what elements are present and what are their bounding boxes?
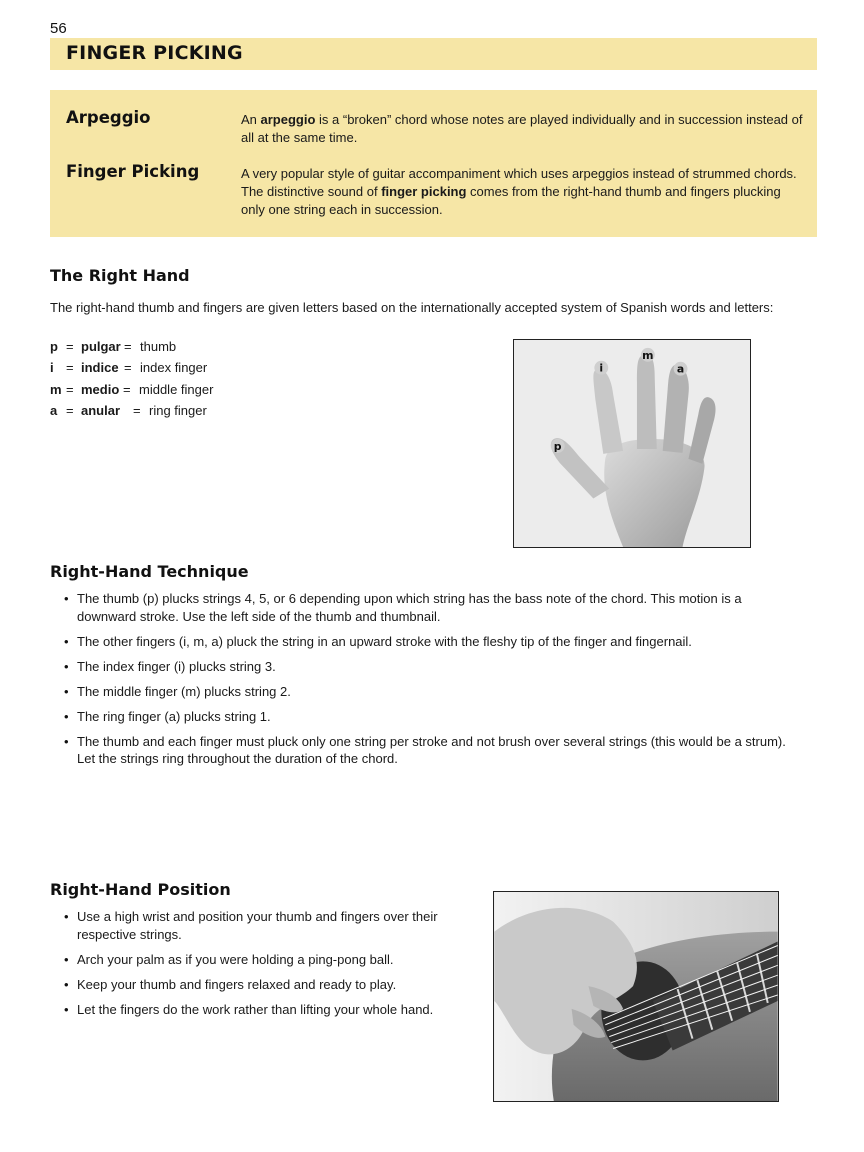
list-item: • The index finger (i) plucks string 3. bbox=[50, 658, 790, 676]
finger-label-i bbox=[594, 361, 608, 375]
guitar-hand-photo bbox=[493, 891, 779, 1102]
definition-text-finger-picking: A very popular style of guitar accompaniment which uses arpeggios instead of strummed chords. The distinctive sound of finger picking comes from the right-hand thumb and fingers plucking only one string each in succession. bbox=[241, 166, 797, 217]
heading-right-hand: The Right Hand bbox=[50, 266, 190, 285]
list-item: • The middle finger (m) plucks string 2. bbox=[50, 683, 790, 701]
svg-text:m: m bbox=[642, 348, 654, 362]
right-hand-photo bbox=[513, 339, 751, 548]
list-item: • The thumb and each finger must pluck only one string per stroke and not brush over several strings (this would be a strum). Let the strings ring throughout the duration of the chord. bbox=[50, 733, 790, 768]
heading-right-hand-technique: Right-Hand Technique bbox=[50, 562, 249, 581]
title-bar bbox=[50, 38, 817, 70]
finger-label-m bbox=[641, 348, 655, 362]
definitions-box bbox=[50, 90, 817, 237]
right-hand-intro: The right-hand thumb and fingers are given letters based on the internationally accepted system of Spanish words and letters: bbox=[50, 300, 774, 315]
list-item: • The ring finger (a) plucks string 1. bbox=[50, 708, 790, 726]
definition-term-arpeggio: Arpeggio bbox=[66, 108, 151, 127]
list-item: • Use a high wrist and position your thumb and fingers over their respective strings. bbox=[50, 908, 445, 943]
technique-list bbox=[50, 590, 790, 768]
page-number: 56 bbox=[50, 20, 67, 37]
finger-label-a bbox=[674, 362, 688, 376]
definition-text-arpeggio: An arpeggio is a “broken” chord whose notes are played individually and in succession instead of all at the same time. bbox=[241, 112, 803, 145]
page-title: FINGER PICKING bbox=[66, 42, 243, 64]
list-item: • Arch your palm as if you were holding a ping-pong ball. bbox=[50, 951, 445, 969]
svg-text:i: i bbox=[599, 361, 604, 375]
list-item: • The thumb (p) plucks strings 4, 5, or 6 depending upon which string has the bass note of the chord. This motion is a downward stroke. Use the left side of the thumb and thumbnail. bbox=[50, 590, 790, 625]
list-item: • Keep your thumb and fingers relaxed and ready to play. bbox=[50, 976, 445, 994]
heading-right-hand-position: Right-Hand Position bbox=[50, 880, 231, 899]
svg-text:p: p bbox=[553, 439, 562, 453]
guitar-hand-illustration bbox=[494, 892, 778, 1101]
svg-text:a: a bbox=[676, 362, 685, 376]
position-list bbox=[50, 908, 445, 1018]
list-item: • Let the fingers do the work rather than lifting your whole hand. bbox=[50, 1001, 445, 1019]
finger-label-p bbox=[551, 439, 565, 453]
right-hand-illustration bbox=[514, 340, 750, 547]
list-item: • The other fingers (i, m, a) pluck the string in an upward stroke with the fleshy tip of the finger and fingernail. bbox=[50, 633, 790, 651]
definition-term-finger-picking: Finger Picking bbox=[66, 162, 200, 181]
